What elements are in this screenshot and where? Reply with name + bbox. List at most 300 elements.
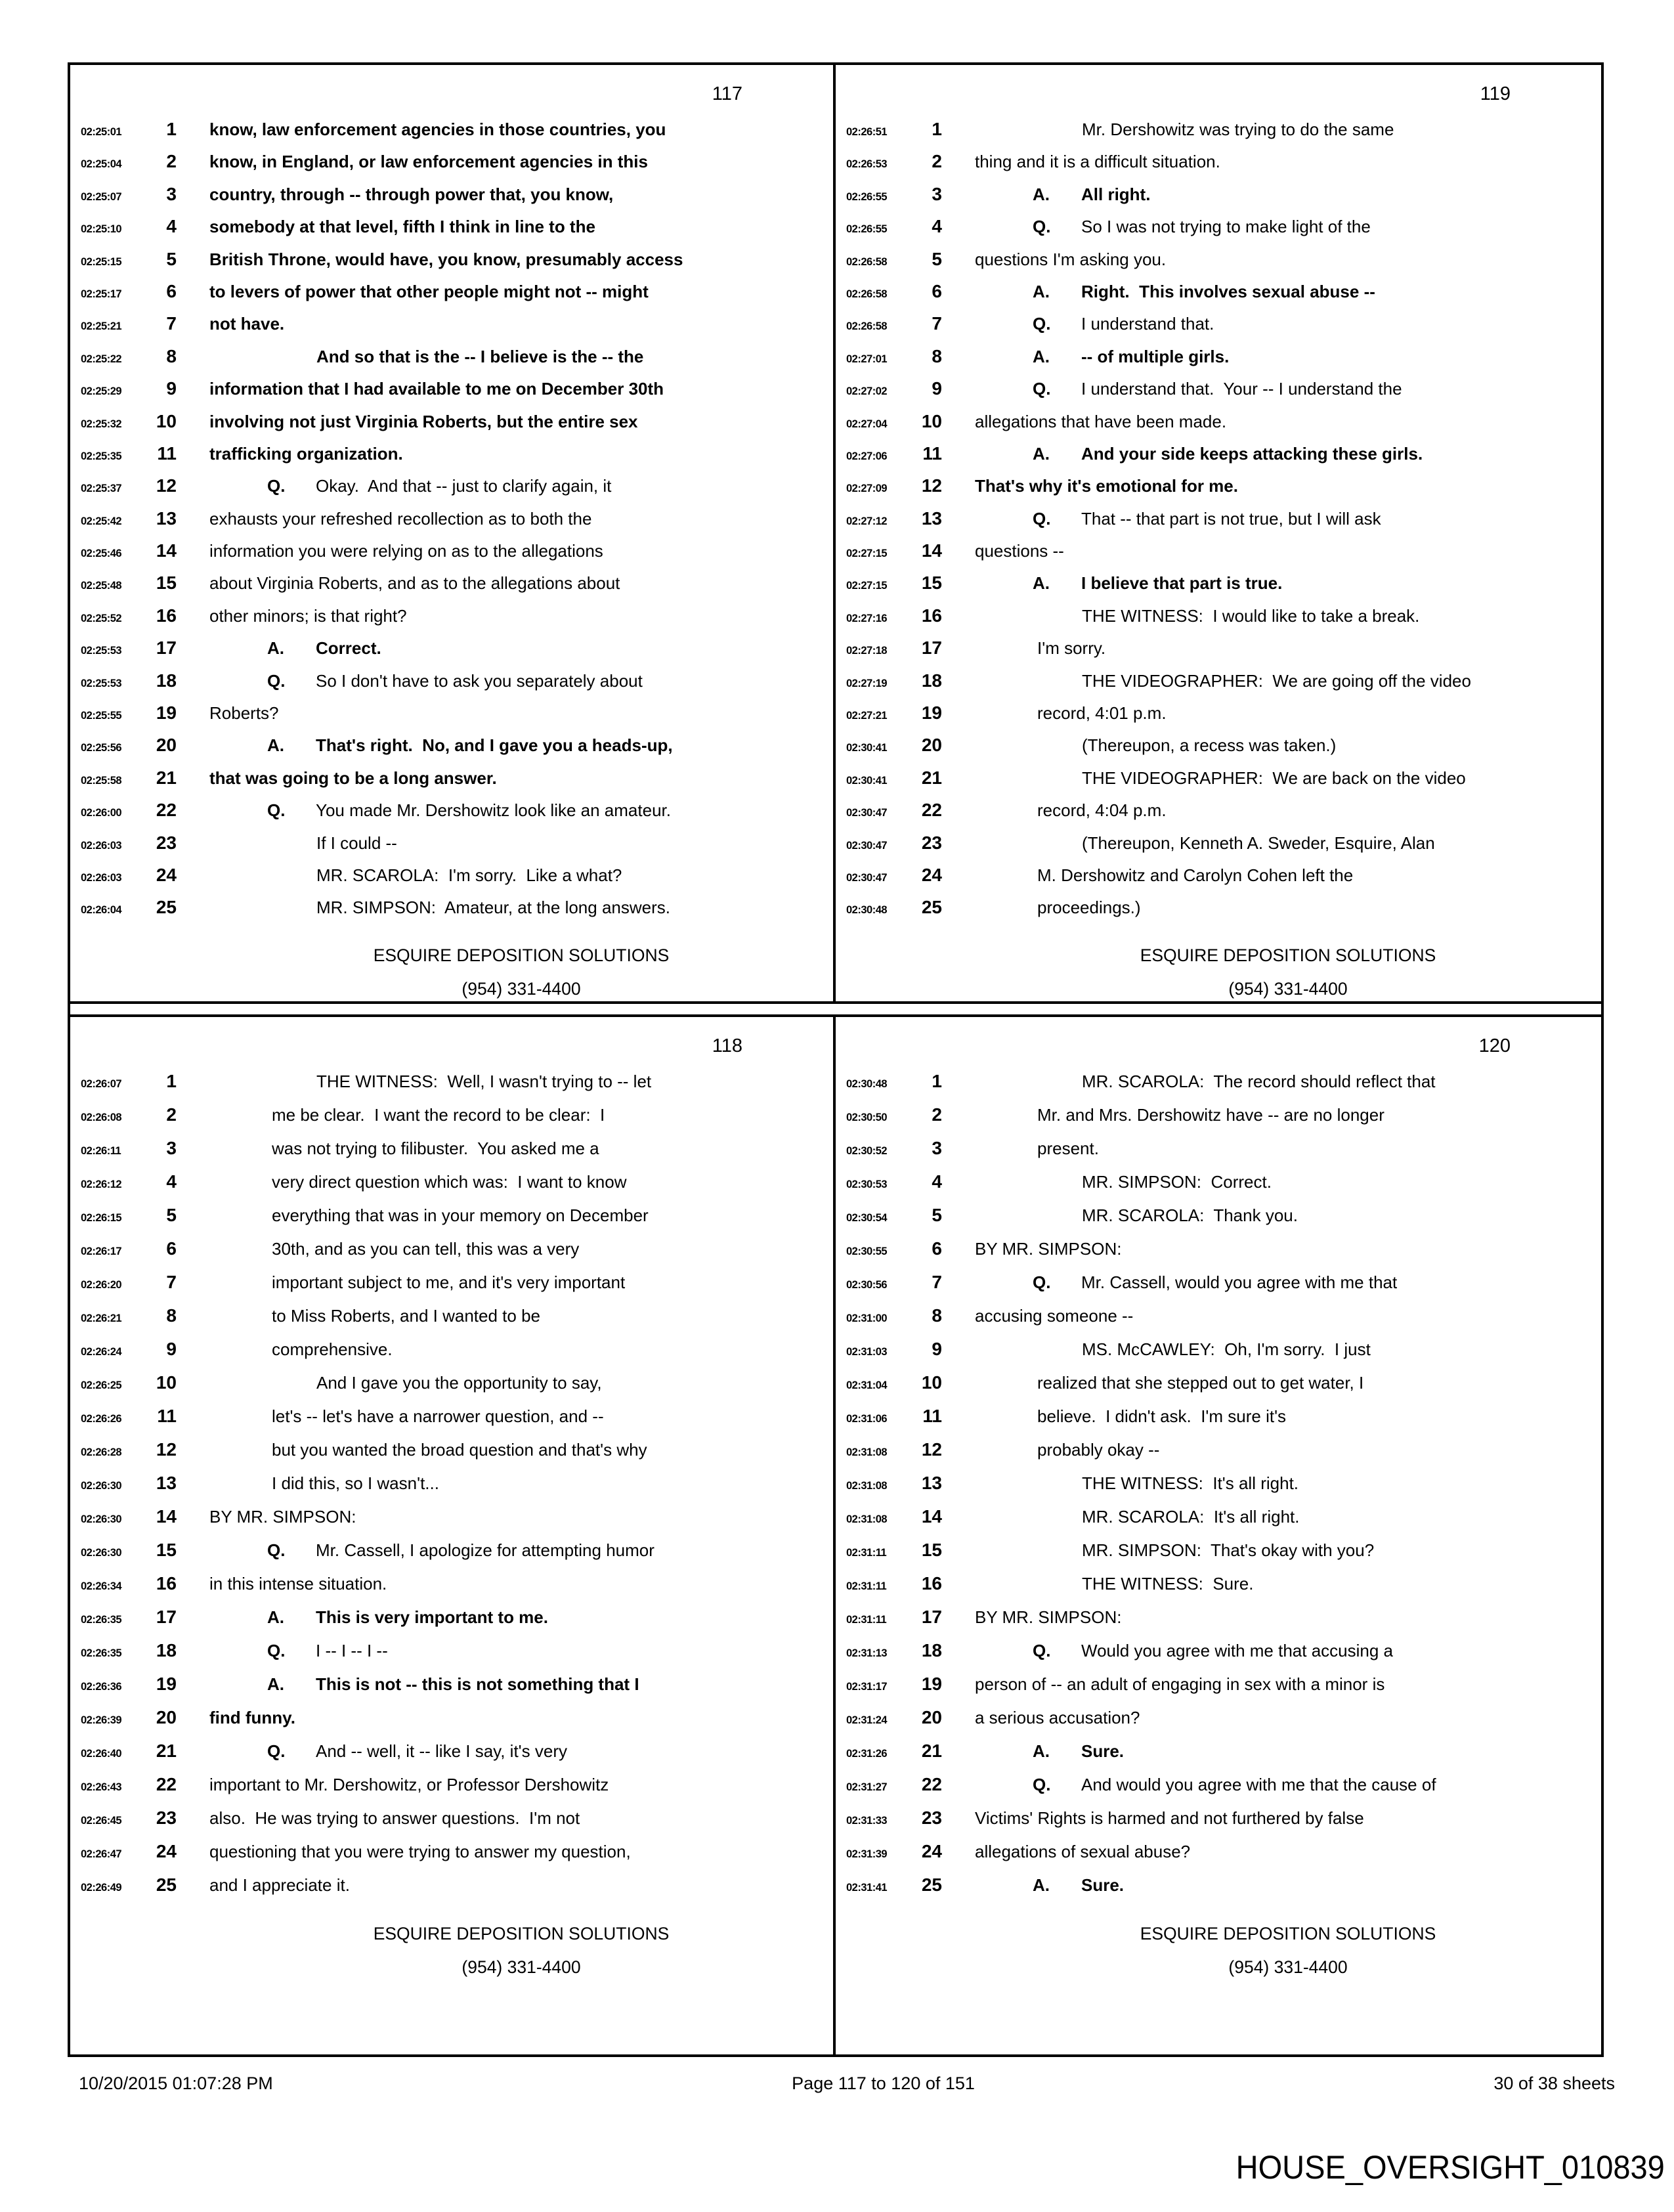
line-text-block <box>209 509 591 529</box>
qa-marker: Q. <box>1033 508 1051 529</box>
line-text-block <box>975 541 1064 561</box>
line-text: All right. <box>1081 184 1151 204</box>
line-text-block <box>975 1306 1133 1326</box>
transcript-line <box>70 1540 833 1573</box>
timestamp: 02:31:13 <box>846 1647 888 1659</box>
transcript-line <box>70 833 833 865</box>
line-number: 9 <box>166 1339 177 1359</box>
timestamp: 02:25:37 <box>81 483 122 495</box>
line-text: 30th, and as you can tell, this was a very <box>272 1239 580 1259</box>
line-text-block <box>975 444 1423 464</box>
timestamp: 02:30:56 <box>846 1279 888 1291</box>
transcript-line <box>836 313 1601 345</box>
line-text-block <box>209 282 649 302</box>
line-number: 18 <box>921 1640 942 1660</box>
qa-marker: Q. <box>267 476 286 496</box>
line-number: 15 <box>156 1540 177 1560</box>
timestamp: 02:31:06 <box>846 1413 888 1425</box>
line-text: Victims' Rights is harmed and not furthered by false <box>975 1808 1364 1828</box>
timestamp: 02:26:58 <box>846 255 888 268</box>
transcript-line <box>836 508 1601 540</box>
line-text-block <box>975 703 1167 724</box>
line-text-block <box>975 1205 1298 1226</box>
line-text-block <box>209 1641 388 1661</box>
line-number: 18 <box>156 670 177 691</box>
timestamp: 02:26:58 <box>846 320 888 333</box>
line-text: I believe that part is true. <box>1081 573 1283 594</box>
line-number: 17 <box>156 638 177 659</box>
transcript-line <box>70 1406 833 1439</box>
line-text-block <box>975 1473 1298 1494</box>
line-text-block <box>975 1139 1099 1159</box>
line-text-block <box>209 1139 599 1159</box>
timestamp: 02:27:15 <box>846 548 888 560</box>
line-text: (Thereupon, a recess was taken.) <box>1082 735 1337 756</box>
transcript-line <box>836 1238 1601 1272</box>
transcript-line <box>70 1707 833 1741</box>
line-number: 21 <box>921 1741 942 1761</box>
transcript-line <box>70 670 833 703</box>
line-number: 9 <box>932 1339 942 1359</box>
line-text-block <box>209 1842 631 1862</box>
line-text: Sure. <box>1081 1875 1125 1895</box>
line-text: So I was not trying to make light of the <box>1081 217 1371 237</box>
timestamp: 02:26:03 <box>81 871 122 884</box>
line-number: 3 <box>932 183 942 204</box>
transcript-line <box>70 1741 833 1774</box>
timestamp: 02:26:15 <box>81 1212 122 1224</box>
transcript-line <box>70 1607 833 1640</box>
transcript-line <box>836 1272 1601 1305</box>
timestamp: 02:31:24 <box>846 1714 888 1726</box>
transcript-line <box>70 1238 833 1272</box>
line-number: 5 <box>166 1205 177 1225</box>
line-text: M. Dershowitz and Carolyn Cohen left the <box>1037 865 1354 885</box>
timestamp: 02:25:07 <box>81 190 122 203</box>
transcript-line <box>836 1875 1601 1908</box>
transcript-line <box>70 508 833 540</box>
line-text: present. <box>1037 1139 1099 1158</box>
transcript-line <box>836 1741 1601 1774</box>
line-text: That's why it's emotional for me. <box>975 476 1238 496</box>
line-text-block <box>975 735 1336 756</box>
line-number: 1 <box>932 1071 942 1091</box>
transcript-line <box>70 313 833 345</box>
line-text: very direct question which was: I want to know <box>272 1172 627 1192</box>
line-number: 14 <box>156 540 177 561</box>
line-number: 9 <box>932 378 942 399</box>
line-text: BY MR. SIMPSON: <box>975 1239 1122 1259</box>
line-text: country, through -- through power that, you know, <box>209 184 614 204</box>
timestamp: 02:25:42 <box>81 515 122 527</box>
line-text-block <box>209 1239 579 1259</box>
line-number: 20 <box>921 735 942 756</box>
line-number: 16 <box>921 1573 942 1594</box>
line-text-block <box>975 119 1394 140</box>
line-number: 1 <box>166 1071 177 1091</box>
timestamp: 02:30:48 <box>846 904 888 917</box>
line-text-block <box>209 1607 548 1628</box>
transcript-line <box>836 1071 1601 1104</box>
timestamp: 02:26:49 <box>81 1882 122 1894</box>
line-number: 7 <box>166 313 177 334</box>
timestamp: 02:25:56 <box>81 742 122 754</box>
line-text: You made Mr. Dershowitz look like an amateur. <box>316 800 671 821</box>
transcript-line <box>70 1674 833 1707</box>
footer-datetime: 10/20/2015 01:07:28 PM <box>79 2073 273 2093</box>
timestamp: 02:31:08 <box>846 1513 888 1525</box>
line-number: 3 <box>932 1138 942 1158</box>
qa-marker: Q. <box>267 800 286 821</box>
line-text-block <box>209 1574 387 1594</box>
line-text-block <box>209 184 613 205</box>
qa-marker: Q. <box>1033 379 1051 399</box>
timestamp: 02:25:52 <box>81 612 122 624</box>
timestamp: 02:25:17 <box>81 288 122 300</box>
line-text-block <box>975 379 1402 399</box>
line-text: If I could -- <box>316 833 397 853</box>
cell-footer-name: ESQUIRE DEPOSITION SOLUTIONS <box>1140 945 1436 965</box>
timestamp: 02:25:04 <box>81 158 122 171</box>
line-number: 23 <box>156 1808 177 1828</box>
transcript-line <box>836 1707 1601 1741</box>
timestamp: 02:25:32 <box>81 418 122 430</box>
line-number: 2 <box>932 1104 942 1125</box>
line-text-block <box>975 606 1419 626</box>
transcript-line <box>70 1305 833 1339</box>
transcript-line <box>70 119 833 151</box>
line-number: 16 <box>921 605 942 626</box>
line-text: find funny. <box>209 1708 295 1727</box>
line-text: THE WITNESS: It's all right. <box>1082 1473 1299 1493</box>
transcript-line <box>70 378 833 410</box>
line-text: know, law enforcement agencies in those countries, you <box>209 119 666 139</box>
line-text-block <box>975 1440 1159 1460</box>
transcript-line <box>70 1506 833 1540</box>
line-text-block <box>209 1775 609 1795</box>
transcript-sheet <box>68 62 1604 2057</box>
qa-marker: A. <box>1033 443 1050 464</box>
line-text-block <box>975 898 1141 918</box>
cell-footer-phone: (954) 331-4400 <box>1228 1957 1348 1977</box>
timestamp: 02:30:55 <box>846 1246 888 1257</box>
line-text: involving not just Virginia Roberts, but the entire sex <box>209 411 638 431</box>
transcript-line <box>70 1573 833 1607</box>
line-text: I understand that. Your -- I understand the <box>1081 379 1402 399</box>
line-number: 11 <box>157 443 177 464</box>
timestamp: 02:31:11 <box>846 1547 887 1559</box>
line-text: a serious accusation? <box>975 1708 1140 1727</box>
transcript-line <box>70 151 833 183</box>
line-text: to Miss Roberts, and I wanted to be <box>272 1306 540 1326</box>
transcript-line <box>70 346 833 378</box>
transcript-line <box>836 800 1601 832</box>
transcript-line <box>70 1138 833 1171</box>
line-text: THE WITNESS: Sure. <box>1082 1574 1254 1594</box>
line-text: trafficking organization. <box>209 443 403 464</box>
transcript-line <box>70 1875 833 1908</box>
timestamp: 02:27:16 <box>846 612 888 624</box>
page-119 <box>836 65 1601 1004</box>
timestamp: 02:31:17 <box>846 1681 888 1693</box>
line-number: 6 <box>166 280 177 301</box>
timestamp: 02:26:28 <box>81 1446 122 1458</box>
transcript-line <box>836 1339 1601 1372</box>
line-text-block <box>975 314 1214 334</box>
line-text: I understand that. <box>1081 314 1214 334</box>
line-number: 14 <box>921 540 942 561</box>
qa-marker: A. <box>267 1674 284 1694</box>
line-number: 10 <box>921 410 942 431</box>
qa-marker: Q. <box>267 1741 286 1761</box>
transcript-line <box>70 800 833 832</box>
line-text-block <box>975 476 1238 496</box>
line-text: So I don't have to ask you separately about <box>316 670 643 691</box>
line-number: 3 <box>166 1138 177 1158</box>
cell-footer-name: ESQUIRE DEPOSITION SOLUTIONS <box>1140 1924 1436 1943</box>
timestamp: 02:26:07 <box>81 1078 122 1090</box>
timestamp: 02:26:30 <box>81 1480 122 1492</box>
timestamp: 02:30:47 <box>846 871 888 884</box>
timestamp: 02:27:12 <box>846 515 888 527</box>
line-text-block <box>209 1072 651 1092</box>
transcript-line <box>836 1640 1601 1674</box>
line-text-block <box>975 573 1282 594</box>
line-text-block <box>209 347 643 367</box>
timestamp: 02:27:09 <box>846 483 888 495</box>
line-text: Sure. <box>1081 1741 1125 1761</box>
qa-marker: A. <box>267 638 284 659</box>
line-text: comprehensive. <box>272 1339 393 1359</box>
transcript-line <box>836 897 1601 929</box>
line-text: allegations that have been made. <box>975 411 1227 431</box>
timestamp: 02:26:17 <box>81 1246 122 1257</box>
line-text-block <box>209 476 611 496</box>
line-number: 19 <box>921 1674 942 1694</box>
line-text-block <box>975 1172 1272 1192</box>
line-text-block <box>209 1674 639 1695</box>
line-text-block <box>209 1406 604 1427</box>
transcript-line <box>70 281 833 313</box>
transcript-line <box>836 411 1601 443</box>
line-text: I did this, so I wasn't... <box>272 1473 439 1493</box>
line-text: let's -- let's have a narrower question, and -- <box>272 1406 604 1426</box>
line-text-block <box>975 282 1375 302</box>
line-text: MR. SCAROLA: The record should reflect that <box>1082 1072 1436 1091</box>
line-number: 15 <box>921 573 942 594</box>
line-text-block <box>975 1105 1384 1125</box>
qa-marker: Q. <box>1033 217 1051 237</box>
transcript-line <box>70 1171 833 1205</box>
timestamp: 02:26:21 <box>81 1312 122 1324</box>
timestamp: 02:27:01 <box>846 353 888 365</box>
cell-footer <box>836 1917 1601 1984</box>
line-number: 17 <box>921 638 942 659</box>
timestamp: 02:30:47 <box>846 839 888 852</box>
line-text-block <box>209 1708 295 1728</box>
transcript-line <box>836 1138 1601 1171</box>
transcript-line <box>836 1674 1601 1707</box>
line-number: 13 <box>156 1473 177 1493</box>
transcript-line <box>836 1506 1601 1540</box>
line-text: not have. <box>209 314 285 334</box>
line-text-block <box>975 412 1226 432</box>
line-text: Roberts? <box>209 703 279 724</box>
line-number: 17 <box>921 1607 942 1627</box>
timestamp: 02:27:04 <box>846 418 888 430</box>
line-text-block <box>209 671 643 691</box>
timestamp: 02:25:01 <box>81 126 122 138</box>
transcript-line <box>70 1439 833 1473</box>
line-number: 24 <box>921 864 942 885</box>
line-text-block <box>975 865 1353 886</box>
transcript-line <box>70 1272 833 1305</box>
line-text-block <box>975 1507 1300 1527</box>
line-text-block <box>975 1674 1384 1695</box>
timestamp: 02:26:03 <box>81 839 122 852</box>
line-text-block <box>975 152 1220 172</box>
line-text-block <box>975 1607 1121 1628</box>
line-text-block <box>209 1373 602 1393</box>
line-number: 22 <box>921 1774 942 1794</box>
timestamp: 02:31:08 <box>846 1446 888 1458</box>
line-number: 5 <box>932 248 942 269</box>
timestamp: 02:26:55 <box>846 190 888 203</box>
transcript-line <box>70 703 833 735</box>
timestamp: 02:26:20 <box>81 1279 122 1291</box>
transcript-line <box>836 768 1601 800</box>
qa-marker: Q. <box>1033 1775 1051 1794</box>
line-number: 1 <box>166 119 177 139</box>
line-number: 22 <box>156 1774 177 1794</box>
line-number: 10 <box>156 410 177 431</box>
timestamp: 02:31:41 <box>846 1882 888 1894</box>
transcript-line <box>836 1473 1601 1506</box>
transcript-line <box>836 1104 1601 1138</box>
line-number: 22 <box>921 800 942 821</box>
line-number: 14 <box>921 1506 942 1527</box>
transcript-line <box>836 865 1601 897</box>
line-number: 7 <box>932 313 942 334</box>
timestamp: 02:30:47 <box>846 807 888 819</box>
transcript-line <box>836 1205 1601 1238</box>
line-text: THE VIDEOGRAPHER: We are going off the video <box>1082 670 1471 691</box>
line-text: record, 4:04 p.m. <box>1037 800 1167 821</box>
line-text-block <box>209 1105 605 1125</box>
line-text: information you were relying on as to the allegations <box>209 541 603 561</box>
timestamp: 02:26:51 <box>846 126 888 138</box>
line-number: 4 <box>932 1171 942 1192</box>
timestamp: 02:26:53 <box>846 158 888 171</box>
transcript-line <box>836 1540 1601 1573</box>
line-number: 21 <box>156 767 177 788</box>
timestamp: 02:25:29 <box>81 385 122 398</box>
line-text: I'm sorry. <box>1037 638 1106 659</box>
line-number: 4 <box>166 216 177 237</box>
qa-marker: A. <box>1033 184 1050 204</box>
transcript-line <box>70 605 833 638</box>
timestamp: 02:25:15 <box>81 255 122 268</box>
transcript-line <box>836 119 1601 151</box>
line-number: 10 <box>921 1372 942 1393</box>
cell-footer-phone: (954) 331-4400 <box>461 978 581 999</box>
transcript-line <box>70 475 833 508</box>
transcript-line <box>70 638 833 670</box>
line-number: 5 <box>166 248 177 269</box>
transcript-line <box>836 1607 1601 1640</box>
line-text: And so that is the -- I believe is the -- the <box>316 346 644 366</box>
timestamp: 02:30:48 <box>846 1078 888 1090</box>
line-text: believe. I didn't ask. I'm sure it's <box>1037 1406 1287 1426</box>
line-number: 15 <box>156 573 177 594</box>
transcript-line <box>836 443 1601 475</box>
line-text-block <box>975 509 1381 529</box>
line-text-block <box>975 1339 1371 1360</box>
transcript-line <box>70 1808 833 1841</box>
transcript-line <box>836 573 1601 605</box>
cell-footer <box>70 939 833 1004</box>
transcript-line <box>70 1104 833 1138</box>
line-text-block <box>975 1842 1190 1862</box>
line-text: realized that she stepped out to get water, I <box>1037 1373 1364 1393</box>
line-text-block <box>209 1172 626 1192</box>
line-text: This is very important to me. <box>316 1607 548 1627</box>
timestamp: 02:27:06 <box>846 450 888 462</box>
line-text-block <box>975 1808 1364 1829</box>
timestamp: 02:31:26 <box>846 1748 888 1760</box>
line-number: 17 <box>156 1607 177 1627</box>
line-text-block <box>975 1775 1436 1795</box>
line-text-block <box>975 1373 1363 1393</box>
line-number: 18 <box>921 670 942 691</box>
line-number: 25 <box>156 1875 177 1895</box>
timestamp: 02:31:39 <box>846 1848 888 1860</box>
timestamp: 02:25:53 <box>81 645 122 657</box>
line-text: thing and it is a difficult situation. <box>975 152 1220 172</box>
line-text-block <box>209 768 497 789</box>
line-number: 4 <box>166 1171 177 1192</box>
transcript-line <box>836 281 1601 313</box>
line-text: And would you agree with me that the cause of <box>1081 1775 1436 1794</box>
transcript-line <box>836 1439 1601 1473</box>
line-number: 2 <box>166 1104 177 1125</box>
line-number: 11 <box>922 1406 942 1426</box>
line-number: 20 <box>156 1707 177 1727</box>
footer-sheet-count: 30 of 38 sheets <box>1493 2073 1615 2093</box>
timestamp: 02:27:21 <box>846 710 888 722</box>
line-text: And your side keeps attacking these girls. <box>1081 443 1423 464</box>
line-text: questioning that you were trying to answer my question, <box>209 1842 631 1861</box>
line-text-block <box>975 768 1466 789</box>
line-number: 13 <box>921 1473 942 1493</box>
line-text: proceedings.) <box>1037 898 1141 918</box>
lines-container <box>836 119 1601 930</box>
transcript-line <box>70 1339 833 1372</box>
line-number: 8 <box>932 345 942 366</box>
transcript-line <box>70 1071 833 1104</box>
lines-container <box>836 1071 1601 1908</box>
line-number: 7 <box>932 1272 942 1292</box>
timestamp: 02:26:39 <box>81 1714 122 1726</box>
line-number: 8 <box>932 1305 942 1326</box>
transcript-line <box>70 1841 833 1875</box>
line-number: 24 <box>156 864 177 885</box>
line-text: questions -- <box>975 541 1064 561</box>
line-text-block <box>209 1272 625 1293</box>
line-text-block <box>209 1440 647 1460</box>
line-text-block <box>209 1741 567 1762</box>
line-number: 12 <box>156 1439 177 1460</box>
